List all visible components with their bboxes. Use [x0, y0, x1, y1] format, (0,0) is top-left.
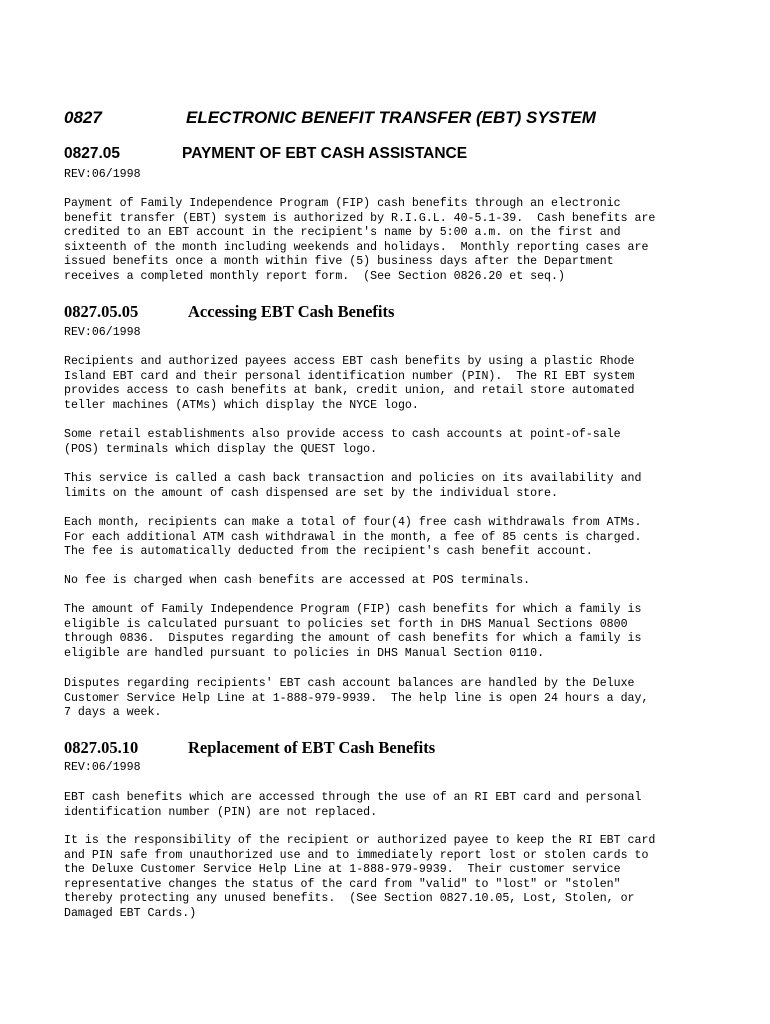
- subsection-2-paragraph: It is the responsibility of the recipient or authorized payee to keep the RI EBT card and PIN safe from unauthorized use and to immediately report lost or stolen cards to the Deluxe Customer Service Help Line at 1-888-979-9939. Their customer service representative changes the status of the card from "valid" to "lost" or "stolen" thereby protecting any unused benefits. (See Section 0827.10.05, Lost, Stolen, or Damaged EBT Cards.): [64, 834, 656, 920]
- subsection-1-paragraph: This service is called a cash back transaction and policies on its availability and limits on the amount of cash dispensed are set by the individual store.: [64, 472, 642, 500]
- section-title: PAYMENT OF EBT CASH ASSISTANCE: [182, 145, 468, 162]
- chapter-number: 0827: [64, 108, 102, 127]
- section-rev: REV:06/1998: [64, 168, 141, 181]
- section-number: 0827.05: [64, 145, 121, 162]
- subsection-2-title: Replacement of EBT Cash Benefits: [188, 738, 436, 757]
- subsection-2-paragraph: EBT cash benefits which are accessed through the use of an RI EBT card and personal identification number (PIN) are not replaced.: [64, 791, 642, 819]
- chapter-title: ELECTRONIC BENEFIT TRANSFER (EBT) SYSTEM: [186, 108, 596, 127]
- subsection-1-paragraph: The amount of Family Independence Program (FIP) cash benefits for which a family is eligible is calculated pursuant to policies set forth in DHS Manual Sections 0800 through 0836. Disputes regarding the amount of cash benefits for which a family is eligible are handled pursuant to policies in DHS Manual Section 0110.: [64, 603, 642, 660]
- subsection-1-paragraph: Recipients and authorized payees access EBT cash benefits by using a plastic Rhode Island EBT card and their personal identification number (PIN). The RI EBT system provides access to cash benefits at bank, credit union, and retail store automated teller machines (ATMs) which display the NYCE logo.: [64, 355, 635, 412]
- subsection-2-number: 0827.05.10: [64, 738, 139, 757]
- subsection-1-paragraph: No fee is charged when cash benefits are accessed at POS terminals.: [64, 574, 531, 587]
- subsection-1-paragraph: Disputes regarding recipients' EBT cash account balances are handled by the Deluxe Customer Service Help Line at 1-888-979-9939. The help line is open 24 hours a day, 7 days a week.: [64, 677, 649, 720]
- subsection-1-paragraph: Some retail establishments also provide access to cash accounts at point-of-sale (POS) terminals which display the QUEST logo.: [64, 428, 621, 456]
- subsection-1-paragraph: Each month, recipients can make a total of four(4) free cash withdrawals from ATMs. For each additional ATM cash withdrawal in the month, a fee of 85 cents is charged. The fee is automatically deducted from the recipient's cash benefit account.: [64, 516, 642, 559]
- section-paragraph: Payment of Family Independence Program (FIP) cash benefits through an electronic benefit transfer (EBT) system is authorized by R.I.G.L. 40-5.1-39. Cash benefits are credited to an EBT account in the recipient's name by 5:00 a.m. on the first and sixteenth of the month including weekends and holidays. Monthly reporting cases are issued benefits once a month within five (5) business days after the Department receives a completed monthly report form. (See Section 0826.20 et seq.): [64, 197, 656, 283]
- subsection-2-rev: REV:06/1998: [64, 761, 141, 774]
- subsection-1-title: Accessing EBT Cash Benefits: [188, 302, 395, 321]
- subsection-1-rev: REV:06/1998: [64, 326, 141, 339]
- subsection-1-number: 0827.05.05: [64, 302, 139, 321]
